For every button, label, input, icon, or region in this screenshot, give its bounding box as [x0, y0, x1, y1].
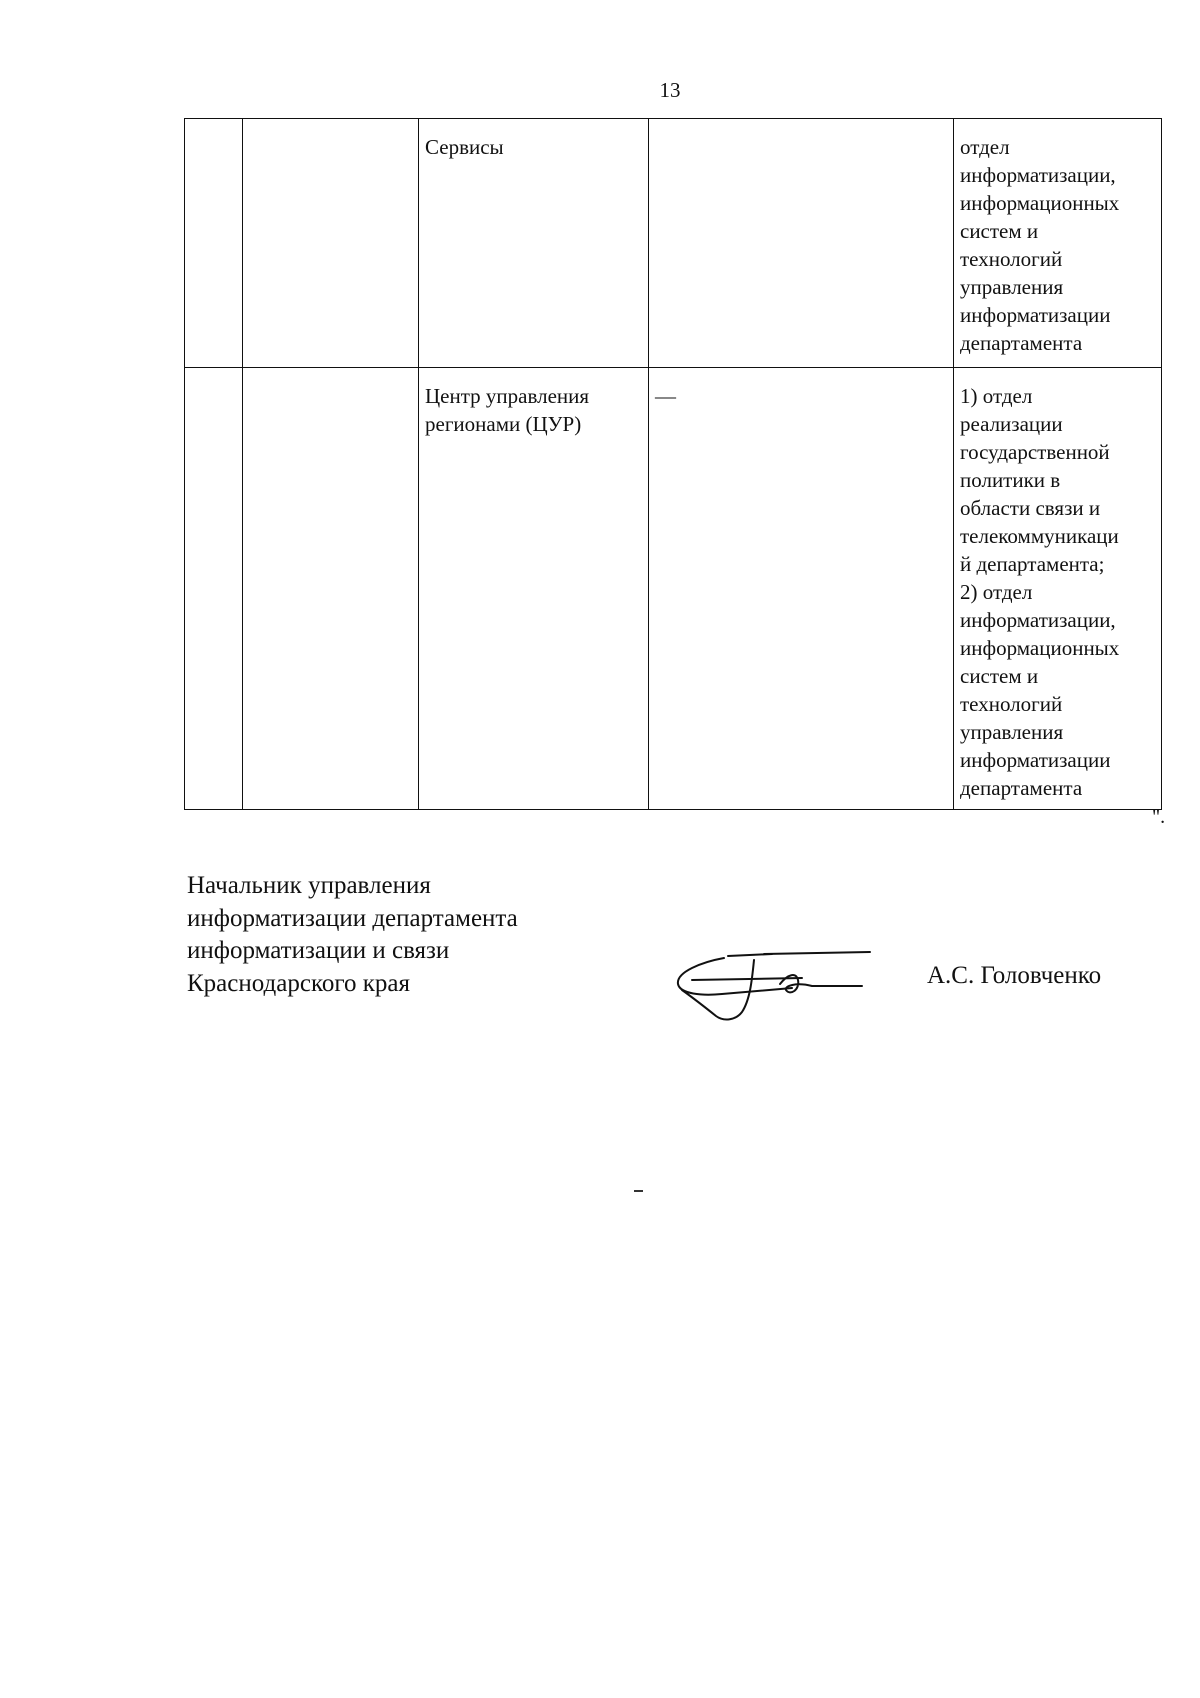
signer-position-line: Краснодарского края	[187, 969, 410, 997]
table-cell-number	[185, 119, 243, 368]
table-cell-responsible: 1) отдел реализации государственной политики в области связи и телекоммуникаци й департамента; 2) отдел информатизации, информационных систем и технологий управления информатизации департамента	[954, 368, 1162, 810]
table-cell-description	[649, 119, 954, 368]
dash-text: —	[655, 384, 676, 408]
table-cell-number	[185, 368, 243, 810]
table-row	[185, 119, 1162, 368]
scan-artifact	[634, 1190, 643, 1192]
handwritten-signature-icon	[672, 950, 872, 1025]
table-cell-name	[243, 368, 419, 810]
table-cell-name	[243, 119, 419, 368]
signature-block	[187, 870, 518, 1000]
table-row	[185, 368, 1162, 810]
table-cell-responsible: отдел информатизации, информационных систем и технологий управления информатизации департамента	[954, 119, 1162, 368]
table-cell-system: Сервисы	[419, 119, 649, 368]
document-table	[184, 118, 1162, 810]
signer-position	[187, 870, 518, 1000]
signer-name: А.С. Головченко	[927, 962, 1102, 989]
signer-position-line: информатизации департамента	[187, 904, 518, 932]
signer-position-line: Начальник управления	[187, 872, 431, 899]
signer-position-line: информатизации и связи	[187, 937, 450, 964]
page-number: 13	[659, 78, 681, 102]
table-cell-system: Центр управления регионами (ЦУР)	[419, 368, 649, 810]
table-cell-description	[649, 368, 954, 810]
closing-quote-mark: ".	[1152, 806, 1166, 828]
